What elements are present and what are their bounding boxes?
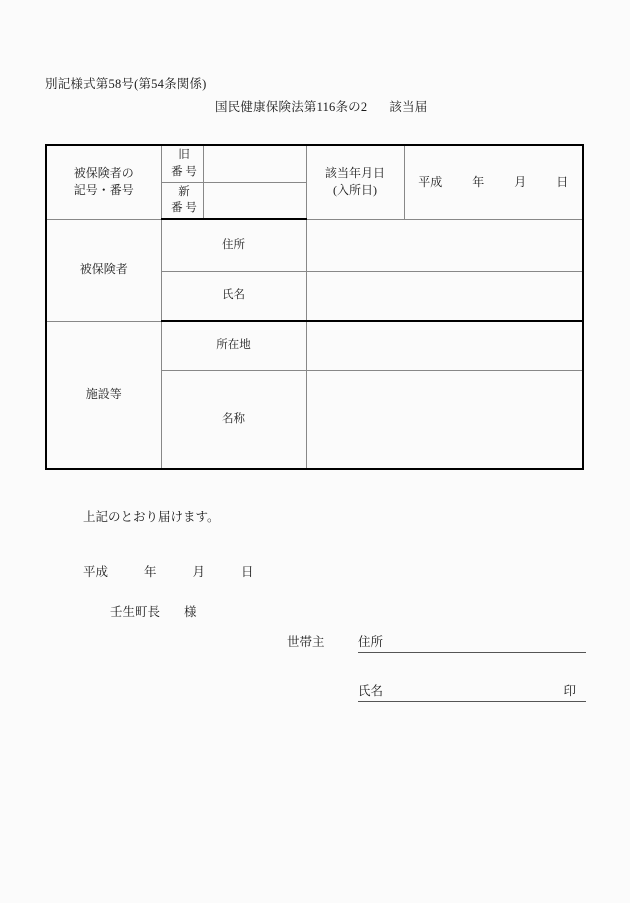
field-new-number[interactable] <box>203 182 306 219</box>
field-insured-name[interactable] <box>306 271 583 321</box>
householder-name-label: 氏名 <box>358 684 384 698</box>
applicable-date-label-line2: (入所日) <box>333 183 377 198</box>
day-label: 日 <box>556 174 569 189</box>
field-facility-name[interactable] <box>306 370 583 469</box>
year-label: 年 <box>472 174 485 189</box>
addressee-line <box>110 602 197 620</box>
form-title-text: 国民健康保険法第116条の2 <box>215 100 368 114</box>
cell-facility-location-label: 所在地 <box>161 321 306 370</box>
page-title <box>215 97 427 115</box>
insured-id-label-line2: 記号・番号 <box>73 183 134 198</box>
field-insured-address[interactable] <box>306 219 583 271</box>
householder-address-label: 住所 <box>358 635 384 649</box>
submission-day-label: 日 <box>241 565 254 579</box>
submission-date-line[interactable] <box>83 562 254 580</box>
form-title-suffix: 該当届 <box>389 100 428 114</box>
field-old-number[interactable] <box>203 145 306 182</box>
applicable-date-line <box>418 175 568 189</box>
cell-insured-address-label: 住所 <box>161 219 306 271</box>
cell-old-number-label <box>161 145 203 182</box>
month-label: 月 <box>514 174 527 189</box>
addressee-honorific: 様 <box>184 605 197 619</box>
table-row <box>46 321 583 370</box>
old-number-label-line1: 旧 <box>178 149 190 162</box>
declaration-text: 上記のとおり届けます。 <box>83 510 220 524</box>
new-number-label-line2: 番 号 <box>171 202 197 215</box>
householder-address-row[interactable] <box>358 632 586 653</box>
form-number: 別記様式第58号(第54条関係) <box>45 77 207 91</box>
cell-facility-section-label: 施設等 <box>46 321 161 469</box>
table-row <box>46 219 583 271</box>
main-form-table <box>45 144 584 470</box>
field-facility-location[interactable] <box>306 321 583 370</box>
old-number-label-line2: 番 号 <box>171 165 197 178</box>
cell-insured-section-label: 被保険者 <box>46 219 161 321</box>
householder-name-row[interactable] <box>358 681 586 702</box>
householder-label: 世帯主 <box>287 635 325 649</box>
new-number-label-line1: 新 <box>178 185 190 198</box>
applicable-date-label-line1: 該当年月日 <box>324 166 385 181</box>
field-applicable-date[interactable] <box>404 145 583 219</box>
cell-facility-name-label: 名称 <box>161 370 306 469</box>
table-row <box>46 145 583 182</box>
cell-insured-name-label: 氏名 <box>161 271 306 321</box>
seal-label: 印 <box>563 684 576 698</box>
submission-month-label: 月 <box>192 565 206 579</box>
era-label: 平成 <box>418 174 443 189</box>
addressee-name: 壬生町長 <box>110 605 161 619</box>
insured-id-label-line1: 被保険者の <box>73 166 134 181</box>
cell-applicable-date-label <box>306 145 404 219</box>
submission-year-label: 年 <box>144 565 157 579</box>
cell-new-number-label <box>161 182 203 219</box>
submission-era-label: 平成 <box>83 565 109 579</box>
cell-insured-id-label <box>46 145 161 219</box>
